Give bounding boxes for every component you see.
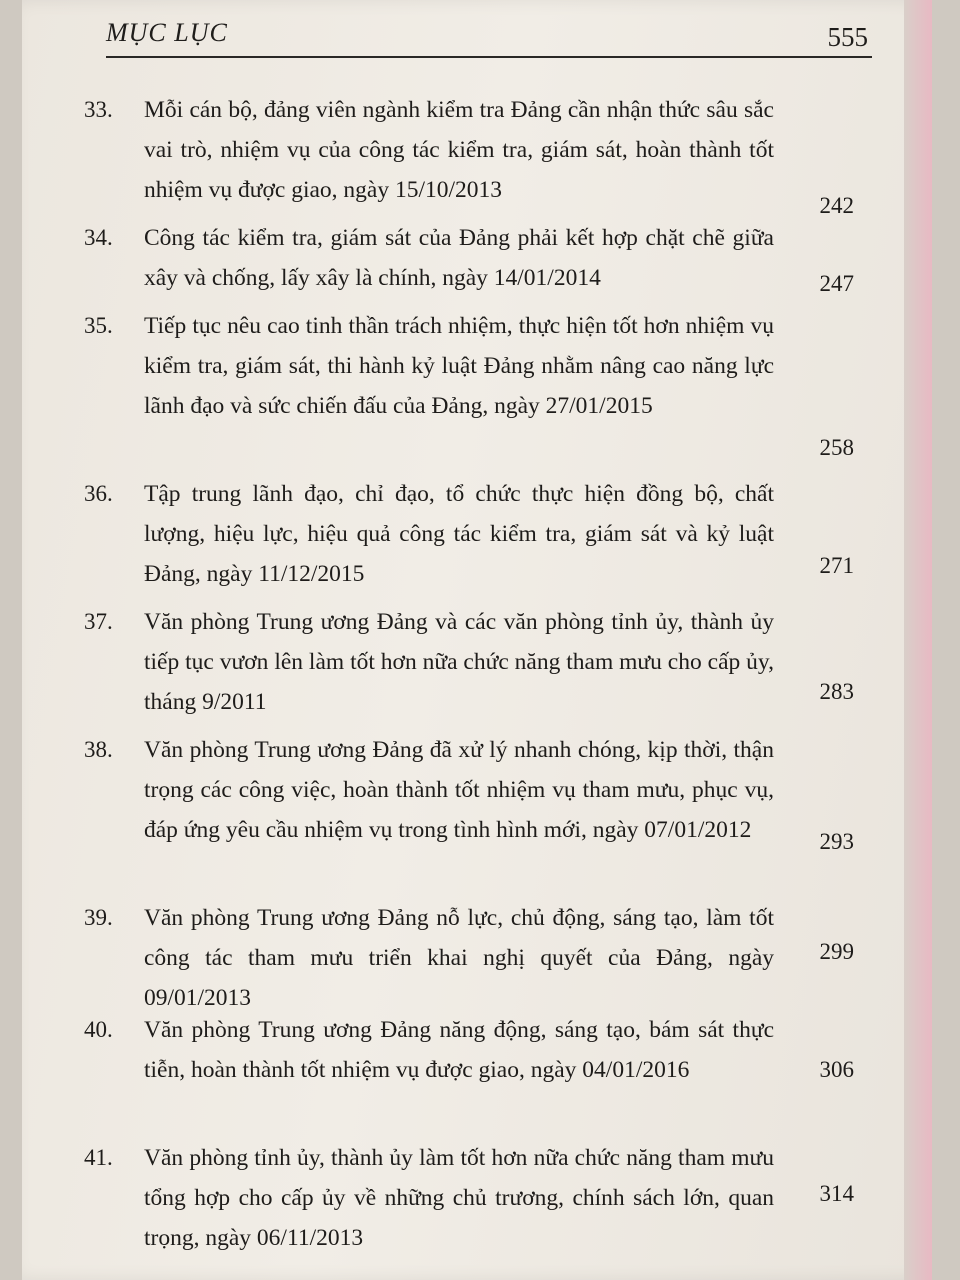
entry-number: 36.: [84, 481, 113, 506]
header-title: MỤC LỤC: [106, 18, 228, 47]
header-page-number: 555: [827, 22, 868, 52]
entry-page: 242: [819, 193, 854, 218]
entry-page: 299: [819, 939, 854, 964]
toc-entry-41: [84, 1138, 854, 1258]
toc-entry-35: [84, 306, 854, 466]
entry-title: Tiếp tục nêu cao tinh thần trách nhiệm, thực hiện tốt hơn nhiệm vụ kiểm tra, giám sát, thi hành kỷ luật Đảng nhằm nâng cao năng lực lãnh đạo và sức chiến đấu của Đảng, ngày 27/01/2015: [144, 313, 774, 419]
entry-title: Văn phòng Trung ương Đảng nỗ lực, chủ động, sáng tạo, làm tốt công tác tham mưu triển khai nghị quyết của Đảng, ngày 09/01/2013: [144, 905, 774, 1011]
page-header: [106, 8, 872, 58]
entry-page: 258: [819, 435, 854, 460]
entry-number: 37.: [84, 609, 113, 634]
entry-title: Tập trung lãnh đạo, chỉ đạo, tổ chức thực hiện đồng bộ, chất lượng, hiệu lực, hiệu quả công tác kiểm tra, giám sát và kỷ luật Đảng, ngày 11/12/2015: [144, 481, 774, 587]
entry-page: 283: [819, 679, 854, 704]
entry-title: Văn phòng Trung ương Đảng đã xử lý nhanh chóng, kịp thời, thận trọng các công việc, hoàn thành tốt nhiệm vụ tham mưu, phục vụ, đáp ứng yêu cầu nhiệm vụ trong tình hình mới, ngày 07/01/2012: [144, 737, 774, 843]
toc-entry-33: [84, 90, 854, 218]
entry-page: 247: [819, 271, 854, 296]
toc-entry-36: [84, 474, 854, 594]
entry-number: 39.: [84, 905, 113, 930]
toc-entry-38: [84, 730, 854, 890]
toc-entry-34: [84, 218, 854, 298]
entry-number: 33.: [84, 97, 113, 122]
entry-number: 34.: [84, 225, 113, 250]
entry-title: Văn phòng Trung ương Đảng và các văn phòng tỉnh ủy, thành ủy tiếp tục vươn lên làm tốt hơn nữa chức năng tham mưu cho cấp ủy, tháng 9/2011: [144, 609, 774, 715]
entry-title: Văn phòng Trung ương Đảng năng động, sáng tạo, bám sát thực tiễn, hoàn thành tốt nhiệm vụ được giao, ngày 04/01/2016: [144, 1017, 774, 1083]
entry-number: 38.: [84, 737, 113, 762]
table-of-contents: [84, 90, 854, 1266]
toc-entry-40: [84, 1010, 854, 1130]
entry-number: 35.: [84, 313, 113, 338]
entry-title: Mỗi cán bộ, đảng viên ngành kiểm tra Đảng cần nhận thức sâu sắc vai trò, nhiệm vụ của công tác kiểm tra, giám sát, hoàn thành tốt nhiệm vụ được giao, ngày 15/10/2013: [144, 97, 774, 203]
toc-entry-37: [84, 602, 854, 722]
entry-page: 314: [819, 1181, 854, 1206]
entry-number: 40.: [84, 1017, 113, 1042]
toc-entry-39: [84, 898, 854, 1011]
entry-page: 271: [819, 553, 854, 578]
entry-page: 306: [819, 1057, 854, 1082]
entry-title: Công tác kiểm tra, giám sát của Đảng phải kết hợp chặt chẽ giữa xây và chống, lấy xây là chính, ngày 14/01/2014: [144, 225, 774, 291]
entry-page: 293: [819, 829, 854, 854]
entry-title: Văn phòng tỉnh ủy, thành ủy làm tốt hơn nữa chức năng tham mưu tổng hợp cho cấp ủy về những chủ trương, chính sách lớn, quan trọng, ngày 06/11/2013: [144, 1145, 774, 1251]
entry-number: 41.: [84, 1145, 113, 1170]
page-edge: [904, 0, 932, 1280]
